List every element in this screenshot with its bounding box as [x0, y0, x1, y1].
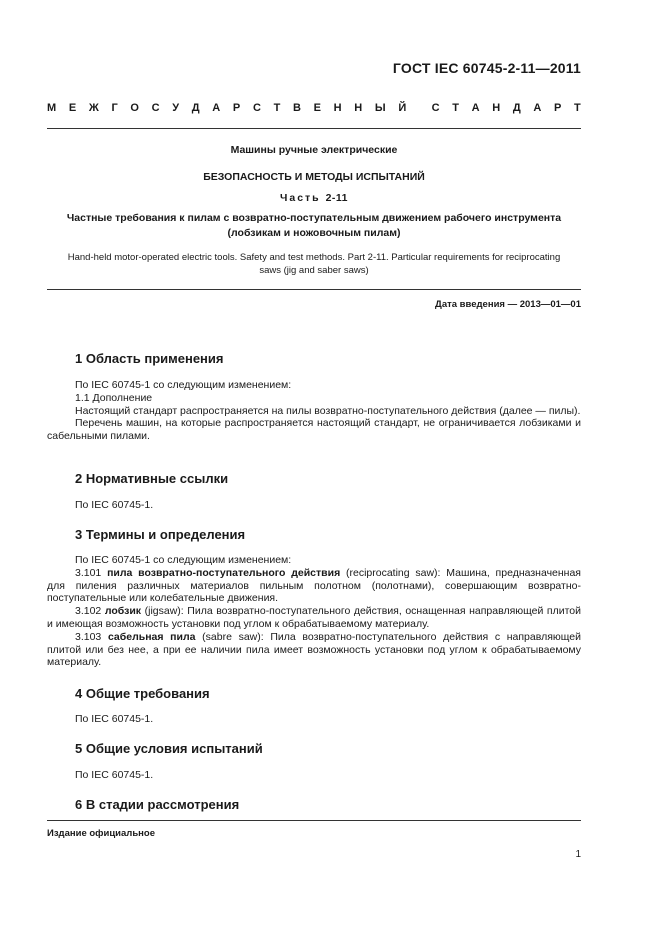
- interstate-letter: Г: [111, 102, 118, 114]
- interstate-letter: С: [431, 102, 440, 114]
- page-number: 1: [575, 849, 581, 860]
- section-3-body: [47, 554, 581, 669]
- section-4-text: По IEC 60745-1.: [75, 713, 154, 725]
- english-title-line1: Hand-held motor-operated electric tools. Safety and test methods. Part 2-11. Particular requirements for reciprocating: [67, 252, 561, 263]
- doc-subject: Машины ручные электрические: [230, 144, 398, 156]
- interstate-letter: Р: [553, 102, 562, 114]
- interstate-letter: Е: [68, 102, 77, 114]
- section-6-heading: 6 В стадии рассмотрения: [75, 797, 240, 812]
- term-3-102-name: лобзик: [104, 605, 142, 618]
- standard-code: ГОСТ IEC 60745-2-11—2011: [392, 60, 581, 76]
- part-word: Часть: [279, 192, 321, 204]
- interstate-letter: Й: [398, 102, 407, 114]
- interstate-letter: М: [47, 102, 57, 114]
- interstate-letter: А: [533, 102, 542, 114]
- interstate-letter: Н: [333, 102, 342, 114]
- interstate-letter: Н: [492, 102, 501, 114]
- interstate-letter: Р: [232, 102, 241, 114]
- section-4-heading: 4 Общие требования: [75, 686, 210, 701]
- interstate-letter: В: [292, 102, 301, 114]
- title-divider: [47, 289, 581, 290]
- section-2-heading: 2 Нормативные ссылки: [75, 471, 229, 486]
- interstate-letter: А: [212, 102, 221, 114]
- term-3-101-number: 3.101: [75, 566, 102, 579]
- section-2-body: [47, 499, 581, 512]
- section-4-body: [47, 713, 581, 726]
- introduction-date: Дата введения — 2013—01—01: [435, 299, 581, 310]
- interstate-letter: Ж: [88, 102, 99, 114]
- interstate-letter: О: [130, 102, 139, 114]
- interstate-letter: Н: [354, 102, 363, 114]
- official-edition-note: Издание официальное: [47, 828, 155, 839]
- interstate-letter: Д: [512, 102, 521, 114]
- term-3-103-name: сабельная пила: [107, 630, 196, 643]
- part-number: 2-11: [325, 192, 348, 204]
- top-divider: [47, 128, 581, 129]
- term-3-101-name: пила возвратно-поступательного действия: [107, 566, 341, 579]
- term-3-102: [47, 605, 581, 631]
- doc-subtitle-line1: Частные требования к пилам с возвратно-поступательным движением рабочего инструмента: [66, 212, 562, 224]
- term-3-101: [47, 567, 581, 605]
- section-1-body: [47, 379, 581, 443]
- term-3-103-definition: (sabre saw): Пила возвратно-поступательного действия с направляющей плитой или без нее, а при ее наличии пила имеет возможность установки под углом к обрабатываемому материалу.: [47, 630, 581, 669]
- section-3-intro: По IEC 60745-1 со следующим изменением:: [75, 554, 292, 566]
- interstate-letter: Ы: [374, 102, 386, 114]
- doc-subtitle: [47, 211, 581, 241]
- doc-part: [47, 192, 581, 204]
- interstate-letter: С: [252, 102, 261, 114]
- interstate-letter: Т: [452, 102, 459, 114]
- section-1-clause: 1.1 Дополнение: [75, 391, 153, 404]
- term-3-102-number: 3.102: [75, 605, 102, 618]
- interstate-letter: С: [151, 102, 160, 114]
- interstate-standard-heading: [47, 102, 581, 114]
- footer-divider: [47, 820, 581, 821]
- term-3-101-definition: (reciprocating saw): Машина, предназначенная для пиления различных материалов пильным полотном (полотнами), совершающим возвратно-поступательные или колебательные движения.: [47, 566, 581, 605]
- interstate-letter: Т: [273, 102, 281, 114]
- term-3-103: [47, 631, 581, 669]
- doc-title: БЕЗОПАСНОСТЬ И МЕТОДЫ ИСПЫТАНИЙ: [203, 171, 425, 183]
- interstate-letter: У: [172, 102, 180, 114]
- section-1-heading: 1 Область применения: [75, 351, 224, 366]
- term-3-103-number: 3.103: [75, 630, 102, 643]
- section-3-heading: 3 Термины и определения: [75, 527, 246, 542]
- term-3-102-definition: (jigsaw): Пила возвратно-поступательного действия, оснащенная направляющей плитой и имеющая возможность установки под углом к обрабатываемому материалу.: [47, 605, 581, 630]
- section-2-text: По IEC 60745-1.: [75, 499, 154, 511]
- doc-subtitle-line2: (лобзикам и ножовочным пилам): [227, 227, 401, 239]
- english-title: [47, 251, 581, 277]
- interstate-letter: Т: [574, 102, 581, 114]
- interstate-letter: Д: [191, 102, 200, 114]
- section-1-intro: По IEC 60745-1 со следующим изменением:: [75, 379, 292, 391]
- section-5-body: [47, 769, 581, 782]
- interstate-letter: Е: [313, 102, 321, 114]
- english-title-line2: saws (jig and saber saws): [259, 265, 369, 276]
- section-5-heading: 5 Общие условия испытаний: [75, 741, 263, 756]
- interstate-letter: А: [471, 102, 480, 114]
- section-1-scope: Настоящий стандарт распространяется на пилы возвратно-поступательного действия (далее — пилы).: [75, 404, 581, 417]
- section-5-text: По IEC 60745-1.: [75, 769, 154, 781]
- section-1-list-note: Перечень машин, на которые распространяется настоящий стандарт, не ограничивается лобзиками и сабельными пилами.: [47, 417, 581, 443]
